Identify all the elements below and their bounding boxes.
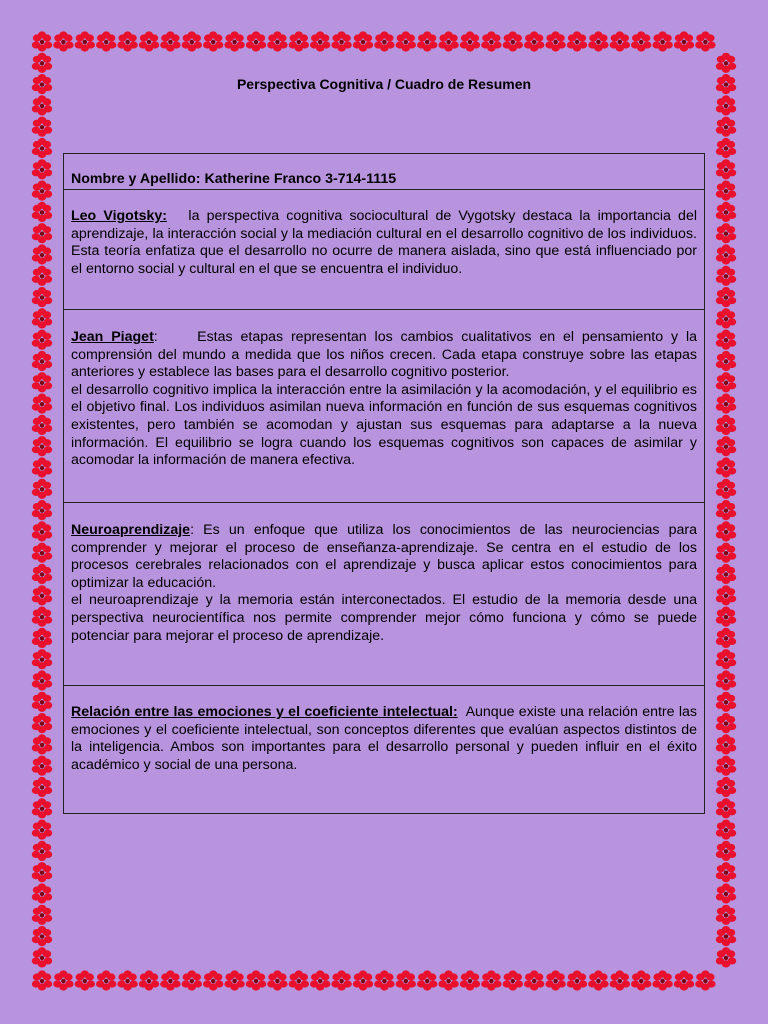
- border-flower-icon: [716, 926, 736, 946]
- border-flower-icon: [417, 31, 437, 51]
- border-flower-icon: [396, 970, 416, 990]
- border-flower-icon: [32, 926, 52, 946]
- border-flower-icon: [545, 970, 565, 990]
- border-flower-icon: [610, 970, 630, 990]
- border-flower-icon: [374, 970, 394, 990]
- border-flower-icon: [32, 862, 52, 882]
- border-flower-icon: [32, 628, 52, 648]
- neuroaprendizaje-cell: Neuroaprendizaje: Es un enfoque que utiliza los conocimientos de las neurociencias para comprender y mejorar el proceso de enseñanza-aprendizaje. Se centra en el estudio de los procesos cerebrales relacionados con el aprendizaje y busca aplicar estos conocimientos para optimizar la educación. el neuroaprendizaje y la memoria están interconectados. El estudio de la memoria desde una perspectiva neurocientífica nos permite comprender mejor cómo funciona y cómo se puede potenciar para mejorar el proceso de aprendizaje.: [64, 503, 705, 686]
- border-flower-icon: [674, 31, 694, 51]
- border-flower-icon: [503, 31, 523, 51]
- border-flower-icon: [716, 521, 736, 541]
- border-flower-icon: [716, 947, 736, 967]
- name-cell: [64, 154, 705, 190]
- border-flower-icon: [353, 970, 373, 990]
- table-row-vigotsky: [64, 190, 705, 310]
- border-flower-icon: [652, 970, 672, 990]
- border-flower-icon: [32, 947, 52, 967]
- border-flower-icon: [160, 31, 180, 51]
- border-flower-icon: [716, 415, 736, 435]
- border-flower-icon: [716, 372, 736, 392]
- border-flower-icon: [32, 351, 52, 371]
- emociones-paragraph-1: Aunque existe una relación entre las emociones y el coeficiente intelectual, son conceptos diferentes que evalúan aspectos distintos de la inteligencia. Ambos son importantes para el desarrollo personal y pueden influir en el éxito académico y social de una persona.: [71, 704, 697, 773]
- border-flower-icon: [53, 970, 73, 990]
- border-flower-icon: [695, 970, 715, 990]
- border-flower-icon: [610, 31, 630, 51]
- border-flower-icon: [289, 970, 309, 990]
- neuroaprendizaje-heading: Neuroaprendizaje: [71, 522, 191, 538]
- emociones-heading: Relación entre las emociones y el coeficiente intelectual:: [71, 704, 458, 720]
- border-flower-icon: [75, 970, 95, 990]
- border-flower-icon: [289, 31, 309, 51]
- border-flower-icon: [396, 31, 416, 51]
- border-flower-icon: [267, 31, 287, 51]
- border-flower-icon: [716, 244, 736, 264]
- border-flower-icon: [716, 543, 736, 563]
- border-flower-icon: [716, 564, 736, 584]
- border-flower-icon: [674, 970, 694, 990]
- border-flower-icon: [182, 970, 202, 990]
- border-flower-icon: [139, 31, 159, 51]
- border-flower-icon: [716, 777, 736, 797]
- border-flower-icon: [32, 202, 52, 222]
- border-flower-icon: [160, 970, 180, 990]
- name-line: Nombre y Apellido: Katherine Franco 3-714-1115: [71, 171, 397, 188]
- border-flower-icon: [716, 266, 736, 286]
- border-flower-icon: [716, 287, 736, 307]
- border-flower-icon: [716, 330, 736, 350]
- border-flower-icon: [374, 31, 394, 51]
- border-flower-icon: [32, 543, 52, 563]
- table-row-emociones: [64, 686, 705, 814]
- vigotsky-heading: Leo Vigotsky:: [71, 208, 167, 224]
- border-flower-icon: [438, 970, 458, 990]
- border-flower-icon: [716, 138, 736, 158]
- border-flower-icon: [32, 159, 52, 179]
- border-flower-icon: [716, 500, 736, 520]
- border-flower-icon: [716, 841, 736, 861]
- table-row-name: [64, 154, 705, 190]
- border-flower-icon: [203, 970, 223, 990]
- border-flower-icon: [75, 31, 95, 51]
- border-flower-icon: [716, 308, 736, 328]
- border-flower-icon: [716, 862, 736, 882]
- border-flower-icon: [716, 820, 736, 840]
- border-flower-icon: [32, 394, 52, 414]
- border-flower-icon: [32, 287, 52, 307]
- vigotsky-paragraph-1: la perspectiva cognitiva sociocultural de Vygotsky destaca la importancia del aprendizaje, la interacción social y la mediación cultural en el desarrollo cognitivo de los individuos. Esta teoría enfatiza que el desarrollo no ocurre de manera aislada, sino que está influenciado por el entorno social y cultural en el que se encuentra el individuo.: [71, 208, 697, 277]
- piaget-cell: Jean Piaget: Estas etapas representan los cambios cualitativos en el pensamiento y la comprensión del mundo a medida que los niños crecen. Cada etapa construye sobre las etapas anteriores y establece las bases para el desarrollo cognitivo posterior. el desarrollo cognitivo implica la interacción entre la asimilación y la acomodación, y el equilibrio es el objetivo final. Los individuos asimilan nueva información en función de sus esquemas cognitivos existentes, pero también se acomodan y ajustan sus esquemas para adaptarse a la nueva información. El equilibrio se logra cuando los esquemas cognitivos son capaces de asimilar y acomodar la información de manera efectiva.: [64, 310, 705, 503]
- document-title: Perspectiva Cognitiva / Cuadro de Resumen: [236, 76, 532, 92]
- piaget-heading: Jean Piaget: [71, 329, 154, 345]
- border-flower-icon: [32, 31, 52, 51]
- border-flower-icon: [32, 436, 52, 456]
- border-flower-icon: [716, 713, 736, 733]
- border-flower-icon: [716, 181, 736, 201]
- border-flower-icon: [716, 457, 736, 477]
- border-flower-icon: [716, 649, 736, 669]
- border-flower-icon: [716, 95, 736, 115]
- border-flower-icon: [524, 31, 544, 51]
- border-flower-icon: [716, 734, 736, 754]
- border-flower-icon: [716, 883, 736, 903]
- border-flower-icon: [32, 330, 52, 350]
- border-flower-icon: [331, 31, 351, 51]
- border-flower-icon: [716, 436, 736, 456]
- border-flower-icon: [224, 970, 244, 990]
- border-flower-icon: [545, 31, 565, 51]
- border-flower-icon: [96, 970, 116, 990]
- border-flower-icon: [481, 31, 501, 51]
- neuroaprendizaje-paragraph-2: el neuroaprendizaje y la memoria están interconectados. El estudio de la memoria desde una perspectiva neurocientífica nos permite comprender mejor cómo funciona y cómo se puede potenciar para mejorar el proceso de aprendizaje.: [71, 592, 697, 644]
- border-flower-icon: [32, 692, 52, 712]
- border-flower-icon: [716, 607, 736, 627]
- border-flower-icon: [32, 479, 52, 499]
- border-flower-icon: [32, 521, 52, 541]
- border-flower-icon: [139, 970, 159, 990]
- border-flower-icon: [224, 31, 244, 51]
- border-flower-icon: [32, 841, 52, 861]
- border-flower-icon: [267, 970, 287, 990]
- border-flower-icon: [32, 308, 52, 328]
- border-flower-icon: [32, 138, 52, 158]
- border-flower-icon: [481, 970, 501, 990]
- table-row-piaget: [64, 310, 705, 503]
- border-flower-icon: [203, 31, 223, 51]
- border-flower-icon: [503, 970, 523, 990]
- border-flower-icon: [417, 970, 437, 990]
- border-flower-icon: [716, 585, 736, 605]
- border-flower-icon: [32, 95, 52, 115]
- border-flower-icon: [695, 31, 715, 51]
- border-flower-icon: [32, 649, 52, 669]
- border-flower-icon: [716, 223, 736, 243]
- border-flower-icon: [588, 31, 608, 51]
- border-flower-icon: [32, 181, 52, 201]
- border-flower-icon: [716, 905, 736, 925]
- border-flower-icon: [716, 159, 736, 179]
- border-flower-icon: [32, 415, 52, 435]
- border-flower-icon: [716, 756, 736, 776]
- emociones-cell: [64, 686, 705, 814]
- border-flower-icon: [310, 31, 330, 51]
- piaget-paragraph-1: Estas etapas representan los cambios cualitativos en el pensamiento y la comprensión del mundo a medida que los niños crecen. Cada etapa construye sobre las etapas anteriores y establece las bases para el desarrollo cognitivo posterior.: [71, 329, 698, 381]
- border-flower-icon: [460, 31, 480, 51]
- border-flower-icon: [32, 585, 52, 605]
- border-flower-icon: [353, 31, 373, 51]
- border-flower-icon: [331, 970, 351, 990]
- border-flower-icon: [117, 31, 137, 51]
- border-flower-icon: [716, 628, 736, 648]
- border-flower-icon: [32, 457, 52, 477]
- table-row-neuroaprendizaje: [64, 503, 705, 686]
- border-flower-icon: [32, 266, 52, 286]
- border-flower-icon: [32, 756, 52, 776]
- border-flower-icon: [716, 351, 736, 371]
- border-flower-icon: [716, 53, 736, 73]
- border-flower-icon: [32, 798, 52, 818]
- border-flower-icon: [716, 798, 736, 818]
- neuroaprendizaje-paragraph-1: Es un enfoque que utiliza los conocimientos de las neurociencias para comprender y mejorar el proceso de enseñanza-aprendizaje. Se centra en el estudio de los procesos cerebrales relacionados con el aprendizaje y busca aplicar estos conocimientos para optimizar la educación.: [71, 522, 697, 591]
- vigotsky-cell: [64, 190, 705, 310]
- piaget-paragraph-2: el desarrollo cognitivo implica la interacción entre la asimilación y la acomodación, y el equilibrio es el objetivo final. Los individuos asimilan nueva información en función de sus esquemas cognitivos existentes, pero también se acomodan y ajustan sus esquemas para adaptarse a la nueva información. El equilibrio se logra cuando los esquemas cognitivos son capaces de asimilar y acomodar la información de manera efectiva.: [71, 381, 697, 469]
- border-flower-icon: [716, 479, 736, 499]
- border-flower-icon: [716, 394, 736, 414]
- border-flower-icon: [53, 31, 73, 51]
- border-flower-icon: [524, 970, 544, 990]
- border-flower-icon: [32, 500, 52, 520]
- border-flower-icon: [32, 223, 52, 243]
- border-flower-icon: [32, 883, 52, 903]
- border-flower-icon: [32, 244, 52, 264]
- border-flower-icon: [716, 202, 736, 222]
- border-flower-icon: [32, 564, 52, 584]
- border-flower-icon: [32, 607, 52, 627]
- border-flower-icon: [246, 31, 266, 51]
- border-flower-icon: [460, 970, 480, 990]
- border-flower-icon: [32, 117, 52, 137]
- border-flower-icon: [32, 905, 52, 925]
- border-flower-icon: [32, 372, 52, 392]
- border-flower-icon: [32, 670, 52, 690]
- border-flower-icon: [310, 970, 330, 990]
- border-flower-icon: [716, 670, 736, 690]
- summary-table: [63, 153, 705, 814]
- border-flower-icon: [567, 31, 587, 51]
- border-flower-icon: [631, 970, 651, 990]
- border-flower-icon: [117, 970, 137, 990]
- border-flower-icon: [32, 734, 52, 754]
- border-flower-icon: [716, 117, 736, 137]
- border-flower-icon: [652, 31, 672, 51]
- border-flower-icon: [96, 31, 116, 51]
- border-flower-icon: [567, 970, 587, 990]
- border-flower-icon: [32, 53, 52, 73]
- border-flower-icon: [588, 970, 608, 990]
- border-flower-icon: [246, 970, 266, 990]
- border-flower-icon: [438, 31, 458, 51]
- border-flower-icon: [32, 713, 52, 733]
- border-flower-icon: [32, 777, 52, 797]
- border-flower-icon: [32, 820, 52, 840]
- border-flower-icon: [32, 970, 52, 990]
- border-flower-icon: [631, 31, 651, 51]
- border-flower-icon: [182, 31, 202, 51]
- border-flower-icon: [716, 692, 736, 712]
